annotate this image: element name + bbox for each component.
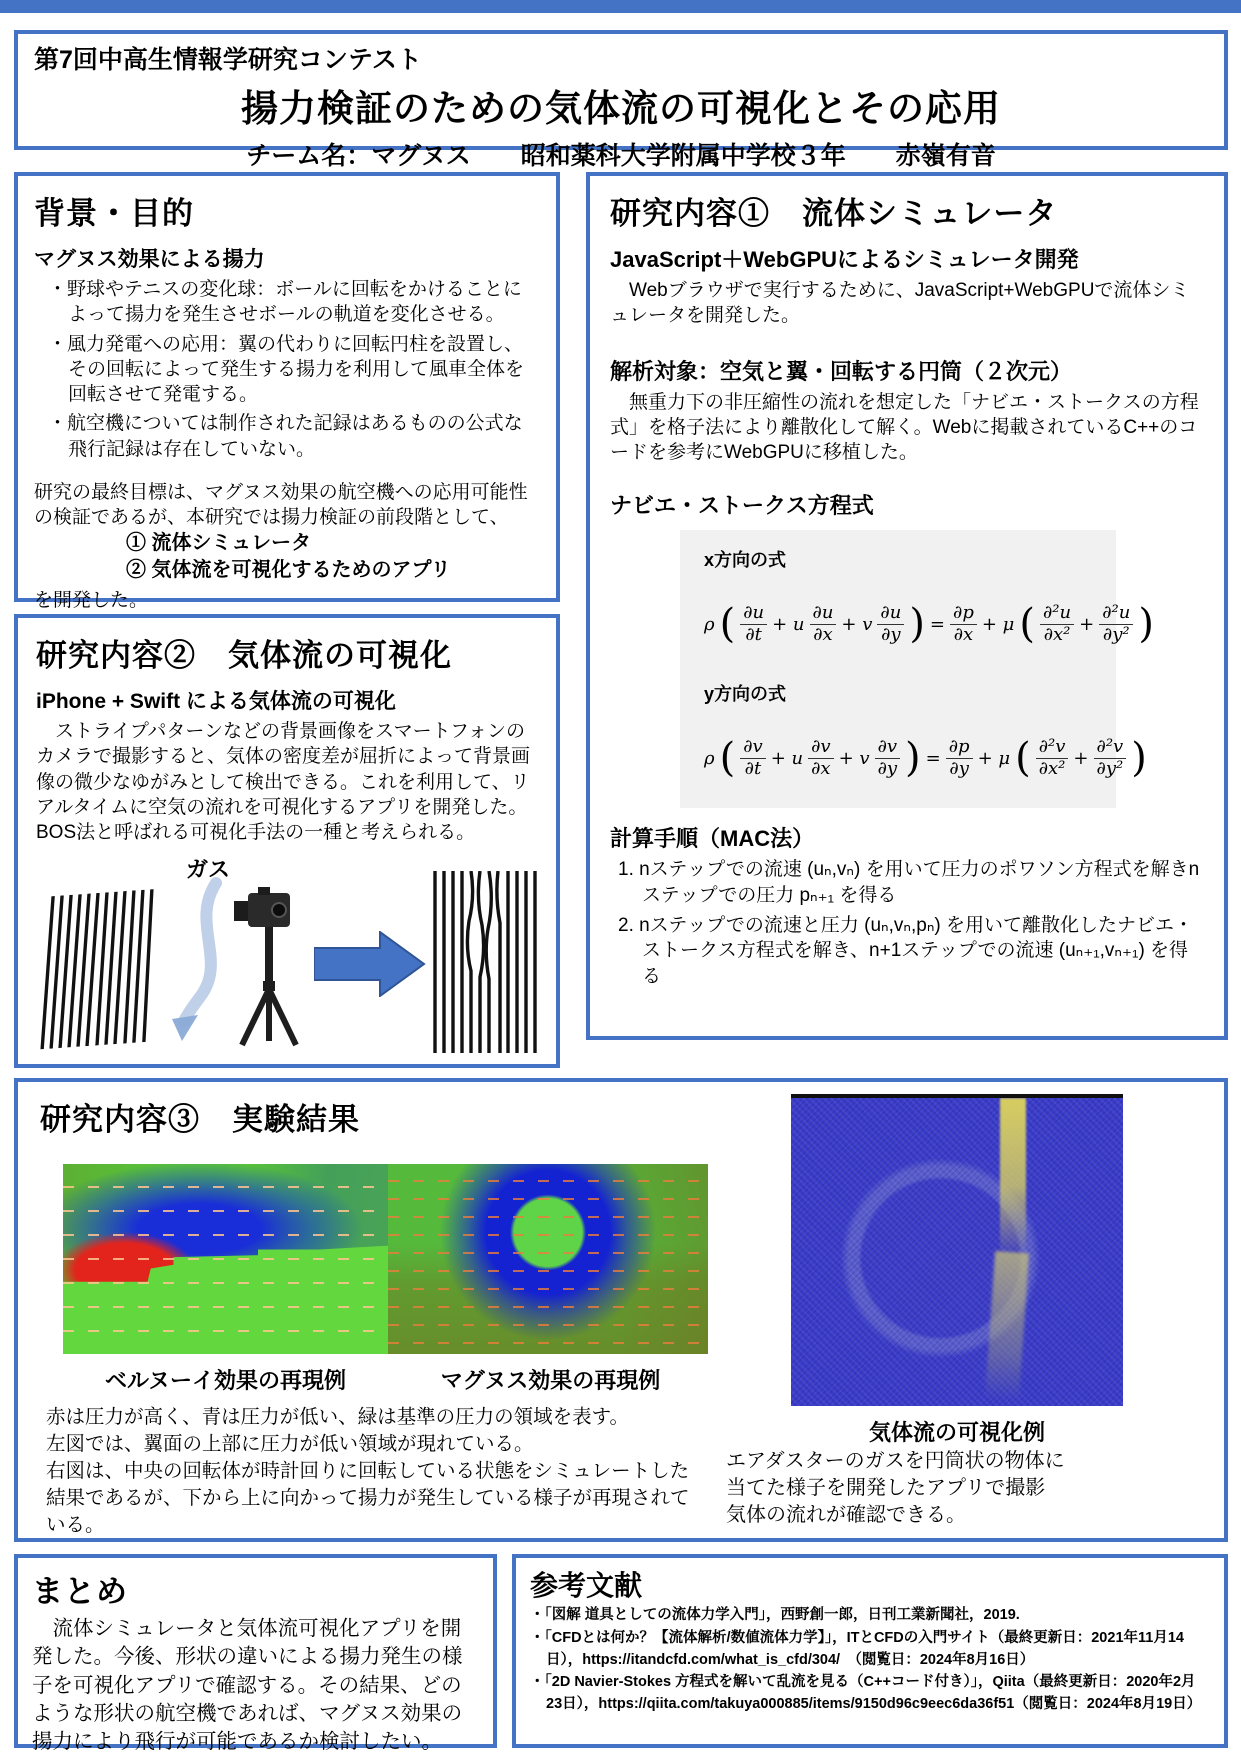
simulator-dev-heading: JavaScript＋WebGPUによるシミュレータ開発: [610, 247, 1079, 272]
reference-item: ・「CFDとは何か？【流体解析/数値流体力学】」，ITとCFDの入門サイト（最終更新日：2021年11月14日），https://itandcfd.com/what_is_cfd/304/ （閲覧日：2024年8月16日）: [530, 1629, 1184, 1668]
stripe-panel-original: [40, 889, 160, 1050]
section-simulator: [586, 172, 1228, 1040]
photo-line: 気体の流れが確認できる。: [726, 1504, 966, 1526]
mac-step-2: 2. nステップでの流速と圧力 (uₙ,vₙ,pₙ) を用いて離散化したナビエ・ストークス方程式を解き、n+1ステップでの流速 (uₙ₊₁,vₙ₊₁) を得る: [618, 914, 1193, 987]
summary-body: 流体シミュレータと気体流可視化アプリを開発した。今後、形状の違いによる揚力発生の様子を可視化アプリで確認する。その結果、どのような形状の航空機であれば、マグヌス効果の揚力により飛行が可能であるか検討したい。: [32, 1617, 463, 1754]
equation-x: ρ ( $\frac{\partial u}{\partial t}$ + u $\frac{\partial u}{\partial x}$ + v $\frac{\partial u}{\partial y}$ ) = $\frac{\partial p}{\partial x}$ + μ ( $\frac{\text{∂²u}}{\text{∂x²}}$ + $\frac{\text{∂²u}}{\text{∂y²}}$ ): [704, 601, 1154, 648]
team-school-author: チーム名：マグヌス 昭和薬科大学附属中学校３年 赤嶺有音: [246, 142, 996, 170]
equation-panel: [680, 530, 1154, 808]
visualization-title: 研究内容② 気体流の可視化: [36, 638, 452, 673]
section-results: [14, 1078, 1228, 1542]
background-bullet: ・野球やテニスの変化球：ボールに回転をかけることによって揚力を発生させボールの軌道を変化させる。: [48, 279, 522, 326]
results-line: 赤は圧力が高く、青は圧力が低い、緑は基準の圧力の領域を表す。: [46, 1406, 630, 1428]
mac-step-1: 1. nステップでの流速 (uₙ,vₙ) を用いて圧力のポワソン方程式を解きnステップでの圧力 pₙ₊₁ を得る: [618, 859, 1200, 906]
simulator-target-body: 無重力下の非圧縮性の流れを想定した「ナビエ・ストークスの方程式」を格子法により離散化して解く。Webに掲載されているC++のコードを参考にWebGPUに移植した。: [610, 391, 1199, 464]
streamlines-overlay: [63, 1164, 388, 1354]
process-arrow: [314, 931, 426, 1002]
poster-title: 揚力検証のための気体流の可視化とその応用: [241, 88, 1001, 129]
navier-stokes-heading: ナビエ・ストークス方程式: [610, 493, 874, 519]
goal-item-1: ① 流体シミュレータ: [126, 532, 312, 555]
equation-y: ρ ( $\frac{\partial v}{\partial t}$ + u $\frac{\partial v}{\partial x}$ + v $\frac{\partial v}{\partial y}$ ) = $\frac{\partial p}{\partial y}$ + μ ( $\frac{\text{∂²v}}{\text{∂x²}}$ + $\frac{\text{∂²v}}{\text{∂y²}}$ ): [704, 735, 1147, 782]
distorted-stripe-pattern-icon: [431, 871, 543, 1053]
photo-line: エアダスターのガスを円筒状の物体に: [726, 1450, 1065, 1472]
gas-jet-streak-lower: [985, 1251, 1029, 1401]
stripe-pattern-icon: [40, 889, 160, 1050]
results-line: 左図では、翼面の上部に圧力が低い領域が現れている。: [46, 1432, 534, 1455]
simulator-dev-body: Webブラウザで実行するために、JavaScript+WebGPUで流体シミュレータを開発した。: [610, 280, 1190, 327]
goal-item-2: ② 気体流を可視化するためのアプリ: [126, 559, 451, 582]
background-goal-intro: 研究の最終目標は、マグヌス効果の航空機への応用可能性の検証であるが、本研究では揚力検証の前段階として、: [34, 481, 528, 529]
results-title: 研究内容③ 実験結果: [40, 1102, 360, 1137]
bos-setup-figure: [36, 853, 546, 1063]
magnus-simulation-image: [388, 1164, 708, 1354]
simulator-target-heading: 解析対象：空気と翼・回転する円筒（２次元）: [610, 358, 1073, 384]
section-background-purpose: [14, 172, 560, 612]
contest-name: 第7回中高生情報学研究コンテスト: [34, 46, 422, 74]
section-summary: [14, 1554, 497, 1754]
visualization-body: ストライプパターンなどの背景画像をスマートフォンのカメラで撮影すると、気体の密度差が屈折によって背景画像の微少なゆがみとして検出できる。これを利用して、リアルタイムに空気の流れを可視化するアプリを開発した。BOS法と呼ばれる可視化手法の一種と考えられる。: [36, 721, 531, 844]
background-bullet: ・風力発電への応用：翼の代わりに回転円柱を設置し、その回転によって発生する揚力を利用して風車全体を回転させて発電する。: [48, 333, 525, 406]
simulator-title: 研究内容① 流体シミュレータ: [610, 196, 1058, 231]
photo-line: 当てた様子を開発したアプリで撮影: [726, 1477, 1046, 1499]
stripe-panel-distorted: [431, 871, 543, 1053]
right-arrow-icon: [314, 931, 426, 997]
camera-icon: [232, 885, 306, 1053]
references-title: 参考文献: [530, 1570, 643, 1601]
streamlines-overlay: [388, 1164, 708, 1354]
section-visualization: [14, 614, 560, 1068]
background-bullet: ・航空機については制作された記録はあるものの公式な飛行記録は存在していない。: [48, 413, 523, 460]
magnus-caption: マグヌス効果の再現例: [440, 1368, 661, 1393]
gas-curve-arrow-icon: [154, 875, 244, 1055]
photo-caption: 気体流の可視化例: [868, 1420, 1045, 1445]
photo-description: [708, 1448, 1168, 1529]
reference-item: ・「図解 道具としての流体力学入門」，西野創一郎，日刊工業新聞社，2019.: [530, 1607, 1020, 1623]
reference-item: ・「2D Navier-Stokes 方程式を解いて乱流を見る（C++コード付き）」，Qiita（最終更新日：2020年2月23日），https://qiita.com/takuya000885/items/9150d96c9eec6da36f51（閲覧日：2024年8月19日）: [530, 1674, 1202, 1712]
visualization-heading: iPhone + Swift による気体流の可視化: [36, 690, 396, 713]
gas-flow-arrow: [154, 875, 244, 1060]
equation-y-label: y方向の式: [704, 684, 787, 705]
bernoulli-simulation-image: [63, 1164, 388, 1354]
mac-heading: 計算手順（MAC法）: [610, 826, 815, 852]
gas-label: ガス: [186, 857, 231, 883]
header-box: [14, 30, 1228, 170]
section-references: [512, 1554, 1228, 1748]
bernoulli-caption: ベルヌーイ効果の再現例: [104, 1368, 347, 1393]
top-accent-bar: [0, 0, 1241, 13]
background-subheading: マグヌス効果による揚力: [34, 248, 265, 271]
results-description: [46, 1404, 706, 1539]
camera-tripod: [232, 885, 306, 1058]
background-title: 背景・目的: [34, 196, 194, 231]
background-goal-outro: を開発した。: [34, 590, 149, 612]
summary-title: まとめ: [32, 1574, 128, 1609]
gas-flow-photo: [791, 1094, 1123, 1406]
results-line: 右図は、中央の回転体が時計回りに回転している状態をシミュレートした結果であるが、下から上に向かって揚力が発生している様子が再現されている。: [46, 1459, 690, 1536]
equation-x-label: x方向の式: [704, 550, 787, 571]
gas-jet-streak: [1000, 1098, 1026, 1258]
